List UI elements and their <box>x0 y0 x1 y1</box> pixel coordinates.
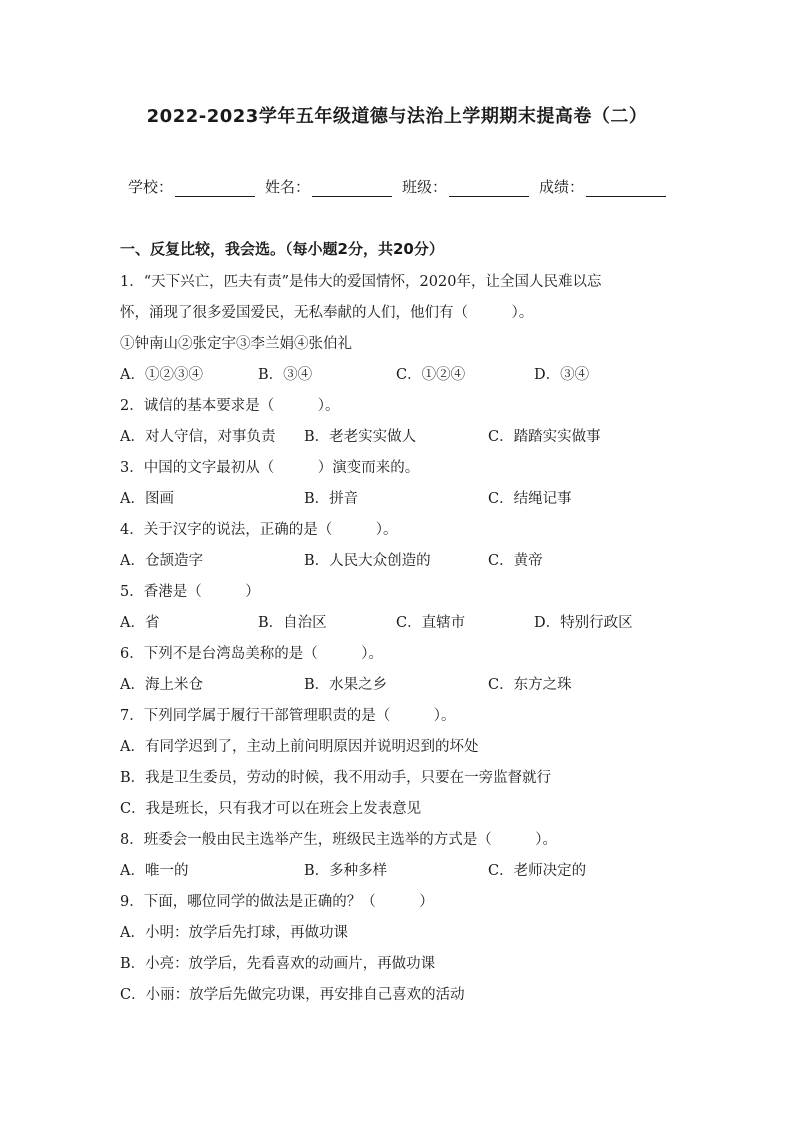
name-label: 姓名： <box>265 178 311 196</box>
question-3-option-a: A．图画 <box>120 491 174 507</box>
question-4-option-c: C．黄帝 <box>488 553 543 569</box>
question-1-line-2: 怀，涌现了很多爱国爱民，无私奉献的人们，他们有（ ）。 <box>120 305 534 321</box>
question-8-stem: 8．班委会一般由民主选举产生，班级民主选举的方式是（ ）。 <box>120 832 557 848</box>
question-7-stem: 7．下列同学属于履行干部管理职责的是（ ）。 <box>120 708 456 724</box>
class-blank[interactable] <box>449 180 529 197</box>
student-info-row <box>128 176 676 197</box>
question-6-option-c: C．东方之珠 <box>488 677 572 693</box>
question-5-option-a: A．省 <box>120 615 160 631</box>
class-label: 班级： <box>402 178 448 196</box>
question-1-option-b: B．③④ <box>258 367 313 383</box>
question-4-option-a: A．仓颉造字 <box>120 553 203 569</box>
question-1-option-d: D．③④ <box>534 367 590 383</box>
question-2-option-c: C．踏踏实实做事 <box>488 429 601 445</box>
question-8-option-c: C．老师决定的 <box>488 863 587 879</box>
question-4-stem: 4．关于汉字的说法，正确的是（ ）。 <box>120 522 398 538</box>
question-1-option-a: A．①②③④ <box>120 367 203 383</box>
question-9-option-b: B．小亮：放学后，先看喜欢的动画片，再做功课 <box>120 956 436 972</box>
question-7-option-b: B．我是卫生委员，劳动的时候，我不用动手，只要在一旁监督就行 <box>120 770 552 786</box>
question-1-line-3: ①钟南山②张定宇③李兰娟④张伯礼 <box>120 336 352 352</box>
score-blank[interactable] <box>586 180 666 197</box>
question-6-option-a: A．海上米仓 <box>120 677 203 693</box>
question-3-option-c: C．结绳记事 <box>488 491 572 507</box>
question-7-option-a: A．有同学迟到了，主动上前问明原因并说明迟到的坏处 <box>120 739 479 755</box>
section-heading: 一、反复比较，我会选。（每小题2分，共20分） <box>120 240 444 258</box>
question-2-option-a: A．对人守信，对事负责 <box>120 429 276 445</box>
question-9-option-a: A．小明：放学后先打球，再做功课 <box>120 925 348 941</box>
question-9-stem: 9．下面，哪位同学的做法是正确的？（ ） <box>120 894 434 910</box>
question-1-line-1: 1．“天下兴亡，匹夫有责”是伟大的爱国情怀，2020年，让全国人民难以忘 <box>120 274 602 290</box>
question-7-option-c: C．我是班长，只有我才可以在班会上发表意见 <box>120 801 422 817</box>
question-5-option-b: B．自治区 <box>258 615 327 631</box>
question-5-stem: 5．香港是（ ） <box>120 584 260 600</box>
question-8-option-a: A．唯一的 <box>120 863 189 879</box>
school-label: 学校： <box>128 178 174 196</box>
page-title: 2022-2023学年五年级道德与法治上学期期末提高卷（二） <box>146 106 648 127</box>
question-6-stem: 6．下列不是台湾岛美称的是（ ）。 <box>120 646 383 662</box>
name-blank[interactable] <box>312 180 392 197</box>
question-5-option-c: C．直辖市 <box>396 615 466 631</box>
question-5-option-d: D．特别行政区 <box>534 615 633 631</box>
school-blank[interactable] <box>175 180 255 197</box>
question-9-option-c: C．小丽：放学后先做完功课，再安排自己喜欢的活动 <box>120 987 465 1003</box>
question-1-option-c: C．①②④ <box>396 367 466 383</box>
question-2-option-b: B．老老实实做人 <box>304 429 417 445</box>
question-3-option-b: B．拼音 <box>304 491 359 507</box>
question-4-option-b: B．人民大众创造的 <box>304 553 431 569</box>
score-label: 成绩： <box>539 178 585 196</box>
question-3-stem: 3．中国的文字最初从（ ）演变而来的。 <box>120 460 420 476</box>
question-2-stem: 2．诚信的基本要求是（ ）。 <box>120 398 340 414</box>
question-8-option-b: B．多种多样 <box>304 863 388 879</box>
question-6-option-b: B．水果之乡 <box>304 677 388 693</box>
